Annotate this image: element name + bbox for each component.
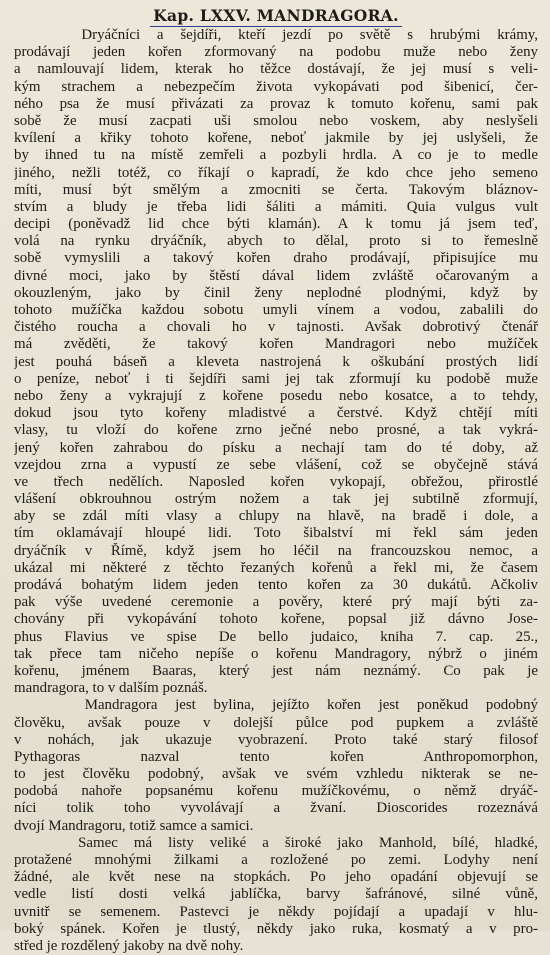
text-line: nebo ženy a vykrajují z kořene posedu nebo kosatce, a to tehdy, [14, 387, 538, 404]
text-line: Pythagoras nazval tento kořen Anthropomorphon, [14, 748, 538, 765]
text-line: mandragora, to v dalším poznáš. [14, 680, 208, 697]
text-line: boký spánek. Kořen je tlustý, někdy jako ruka, kosmatý a v pro- [14, 920, 538, 937]
chapter-body [14, 27, 538, 955]
text-line: by ihned tu na místě zemřeli a pozbyli hrdla. A co je to medle [14, 147, 538, 164]
text-line: to jest člověku podobný, avšak ve svém vzhledu nikterak se ne- [14, 766, 538, 783]
text-line: tím oklamávají hloupé lidi. Toto šibalství mi řekl sám jeden [14, 525, 538, 542]
text-line: prodávají jeden kořen zformovaný na podobu muže nebo ženy [14, 44, 538, 61]
text-line: podobá nahoře popsanému kořenu mužíčkovému, o němž dryáč- [14, 783, 538, 800]
text-line: níci tolik toho vyvolávají a žvaní. Dioscorides rozeznává [14, 800, 538, 817]
text-line: chovány při vykopávání tohoto kořene, popsal již dávno Jose- [14, 611, 538, 628]
text-line: phus Flavius ve spise De bello judaico, kniha 7. cap. 25., [14, 628, 538, 645]
text-line: vlášení obkrouhnou ostrým nožem a tak jej subtilně zformují, [14, 491, 538, 508]
text-line: pak výše uvedené ceremonie a pověry, které prý mají býti za- [14, 594, 538, 611]
text-line: protažené mnohými žilkami a rozložené po zemi. Lodyhy není [14, 852, 538, 868]
chapter-title: Kap. LXXV. MANDRAGORA. [150, 6, 402, 27]
text-line: čistého roucha a chovali ho v tajnosti. Avšak dobrotivý čtenář [14, 319, 538, 336]
text-line: ného psa že musí přivázati za provaz k tomuto kořenu, sami pak [14, 95, 538, 112]
text-line: sobě že musí zacpati uši smolou nebo voskem, aby neslyšeli [14, 112, 538, 129]
text-line: žádné, ale květ nese na stopkách. Po jeho opadání objevují se [14, 869, 538, 886]
text-line: vzejdou zrna a vypustí ze sebe vlášení, což se obyčejně stává [14, 456, 538, 473]
text-line: decipi (poněvadž lid chce býti klamán). A k tomu já jsem teď, [14, 216, 538, 233]
text-line: a namlouvají lidem, kterak ho těžce dostávají, že jej musí s veli- [14, 61, 538, 78]
chapter-heading [14, 6, 538, 25]
text-line: okouzleným, jako by činil ženy neplodné plodnými, když by [14, 284, 538, 301]
text-line: kvílení a křiky tohoto kořene, neboť jakmile by jej uslyšeli, že [14, 130, 538, 147]
text-line: vlasy, tu vloží do kořene zrno ječné nebo prosné, a tak vykrá- [14, 422, 538, 439]
text-line: má zvěděti, že takový kořen Mandragori nebo mužíček [14, 336, 538, 353]
text-line: ukázal mi některé z těchto řezaných kořenů a řekl mi, že časem [14, 559, 538, 576]
text-line: ve třech nedělích. Naposled kořen vykopají, obřežou, přirostlé [14, 473, 538, 490]
text-line: dokud jsou tyto kořeny mladistvé a čerstvé. Když chtějí míti [14, 405, 538, 422]
text-line: o peníze, neboť i ti šejdíři sami jej tak zformují ku podobě muže [14, 370, 538, 387]
text-line: prodává bohatým lidem jeden tento kořen za 30 dukátů. Ačkoliv [14, 577, 538, 593]
text-line: Samec má listy veliké a široké jako Manhold, bílé, hladké, [14, 834, 538, 851]
text-line: jest pouhá báseň a kleveta nastrojená k oškubání prostých lidí [14, 353, 538, 370]
paragraph [14, 27, 538, 697]
paragraph [14, 697, 538, 835]
text-line: jený kořen zahrabou do písku a nechají tam do té doby, až [14, 439, 538, 456]
text-line: aby se zdál míti vlasy a chlupy na hlavě, na bradě i dole, a [14, 508, 538, 525]
text-line: dryáčník v Římě, když jsem ho léčil na francouzskou nemoc, a [14, 542, 538, 559]
text-line: divné moci, jako by štěstí dával lidem zvláště očarovaným a [14, 267, 538, 284]
text-line: Mandragora jest bylina, jejížto kořen jest poněkud podobný [14, 697, 538, 714]
text-line: vedle listí dosti velká jablíčka, barvy šafránové, silné vůně, [14, 886, 538, 903]
text-line: kořenu, jménem Baaras, který jest nám neznámý. Co pak je [14, 662, 538, 679]
text-line: jiného, nežli totéž, co říkají o kapradí, že kdo chce jeho semeno [14, 164, 538, 181]
text-line: Dryáčníci a šejdíři, kteří jezdí po světě s hrubými krámy, [14, 27, 538, 43]
text-line: střed je rozdělený jakoby na dvě nohy. [14, 937, 244, 954]
text-line: dvojí Mandragoru, totiž samce a samici. [14, 817, 254, 834]
text-line: tak přece tam ničeho nepíše o kořenu Mandragory, nýbrž o jiném [14, 645, 538, 662]
text-line: uvnitř se semenem. Pastevci je někdy pojídají a upadají v hlu- [14, 903, 538, 920]
text-line: tohoto mužíčka každou sobotu umyli vínem a vodou, zabalili do [14, 302, 538, 318]
text-line: sobě vymyslili a takový kořen draho prodávají, připisujíce mu [14, 250, 538, 267]
text-line: v nohách, jak ukazuje vyobrazení. Proto také starý filosof [14, 731, 538, 748]
text-line: kým strachem a nebezpečím života vykopávati pod šibenicí, čer- [14, 78, 538, 95]
text-line: volá na rynku dryáčník, abych to dělal, proto si to řemeslně [14, 233, 538, 250]
text-line: stvím a bludy je třeba lidi šáliti a mámiti. Quia vulgus vult [14, 198, 538, 215]
paragraph [14, 835, 538, 955]
text-line: míti, musí být smělým a zmocniti se čerta. Takovým bláznov- [14, 181, 538, 198]
text-line: člověku, avšak pouze v dolejší půlce pod pupkem a zvláště [14, 714, 538, 731]
